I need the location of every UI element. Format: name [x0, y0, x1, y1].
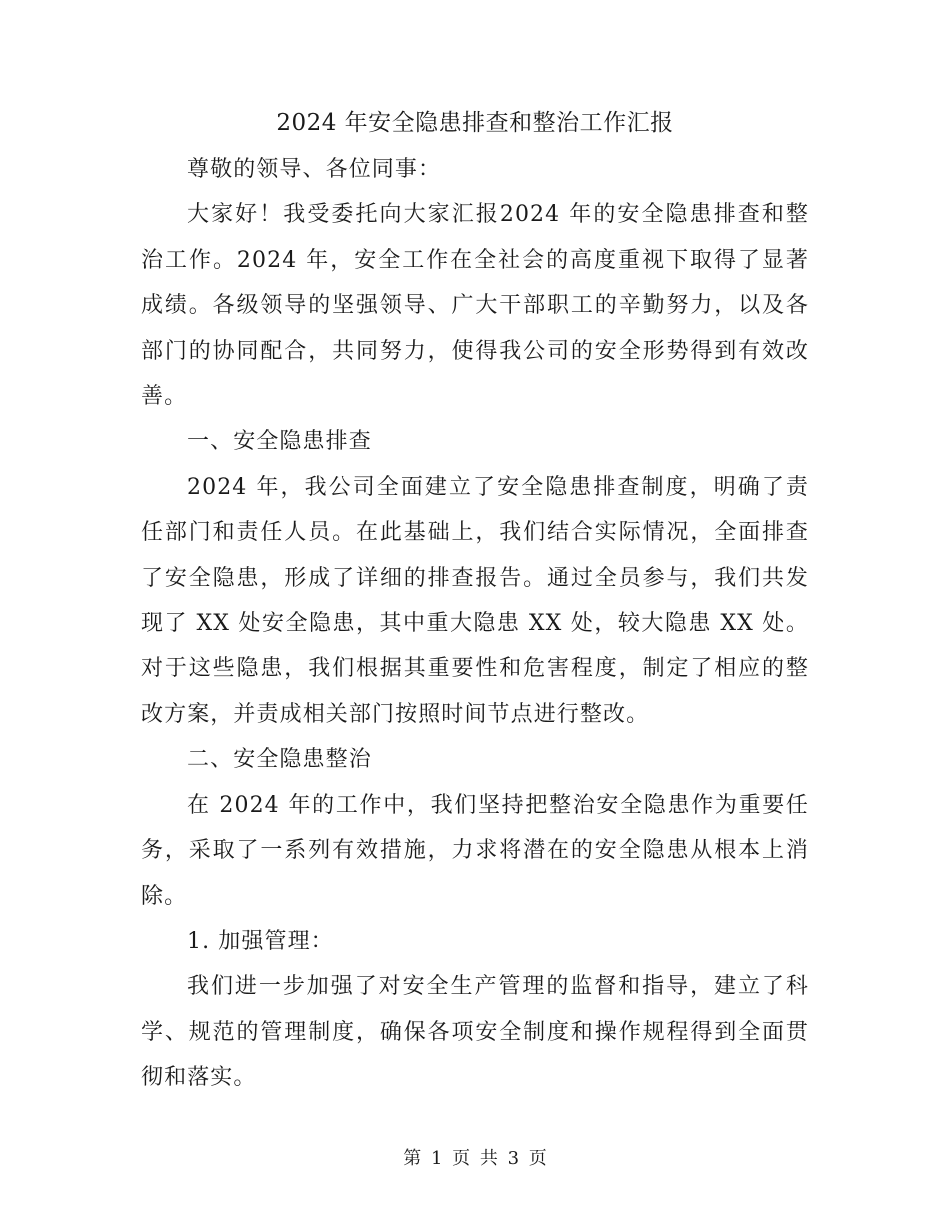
document-title: 2024 年安全隐患排查和整治工作汇报: [276, 110, 674, 136]
greeting-paragraph: 尊敬的领导、各位同事：: [187, 157, 442, 182]
item1-heading: 1. 加强管理：: [187, 928, 334, 954]
section1-paragraph: 2024 年，我公司全面建立了安全隐患排查制度，明确了责任部门和责任人员。在此基础上，我们结合实际情况，全面排查了安全隐患，形成了详细的排查报告。通过全员参与，我们共发现了 XX 处安全隐患，其中重大隐患 XX 处，较大隐患 XX 处。对于这些隐患，我们根据其重要性和危害程度，制定了相应的整改方案，并责成相关部门按照时间节点进行整改。: [141, 474, 809, 727]
document-body: [141, 147, 809, 1101]
page-number-footer: 第 1 页 共 3 页: [403, 1148, 547, 1169]
intro-paragraph: 大家好！我受委托向大家汇报2024 年的安全隐患排查和整治工作。2024 年，安全工作在全社会的高度重视下取得了显著成绩。各级领导的坚强领导、广大干部职工的辛勤努力，以及各部门的协同配合，共同努力，使得我公司的安全形势得到有效改善。: [141, 202, 809, 410]
section2-heading: 二、安全隐患整治: [187, 747, 372, 773]
item1-paragraph: 我们进一步加强了对安全生产管理的监督和指导，建立了科学、规范的管理制度，确保各项安全制度和操作规程得到全面贯彻和落实。: [141, 974, 809, 1091]
section2-paragraph: 在 2024 年的工作中，我们坚持把整治安全隐患作为重要任务，采取了一系列有效措施，力求将潜在的安全隐患从根本上消除。: [141, 792, 809, 909]
section1-heading: 一、安全隐患排查: [187, 429, 372, 455]
